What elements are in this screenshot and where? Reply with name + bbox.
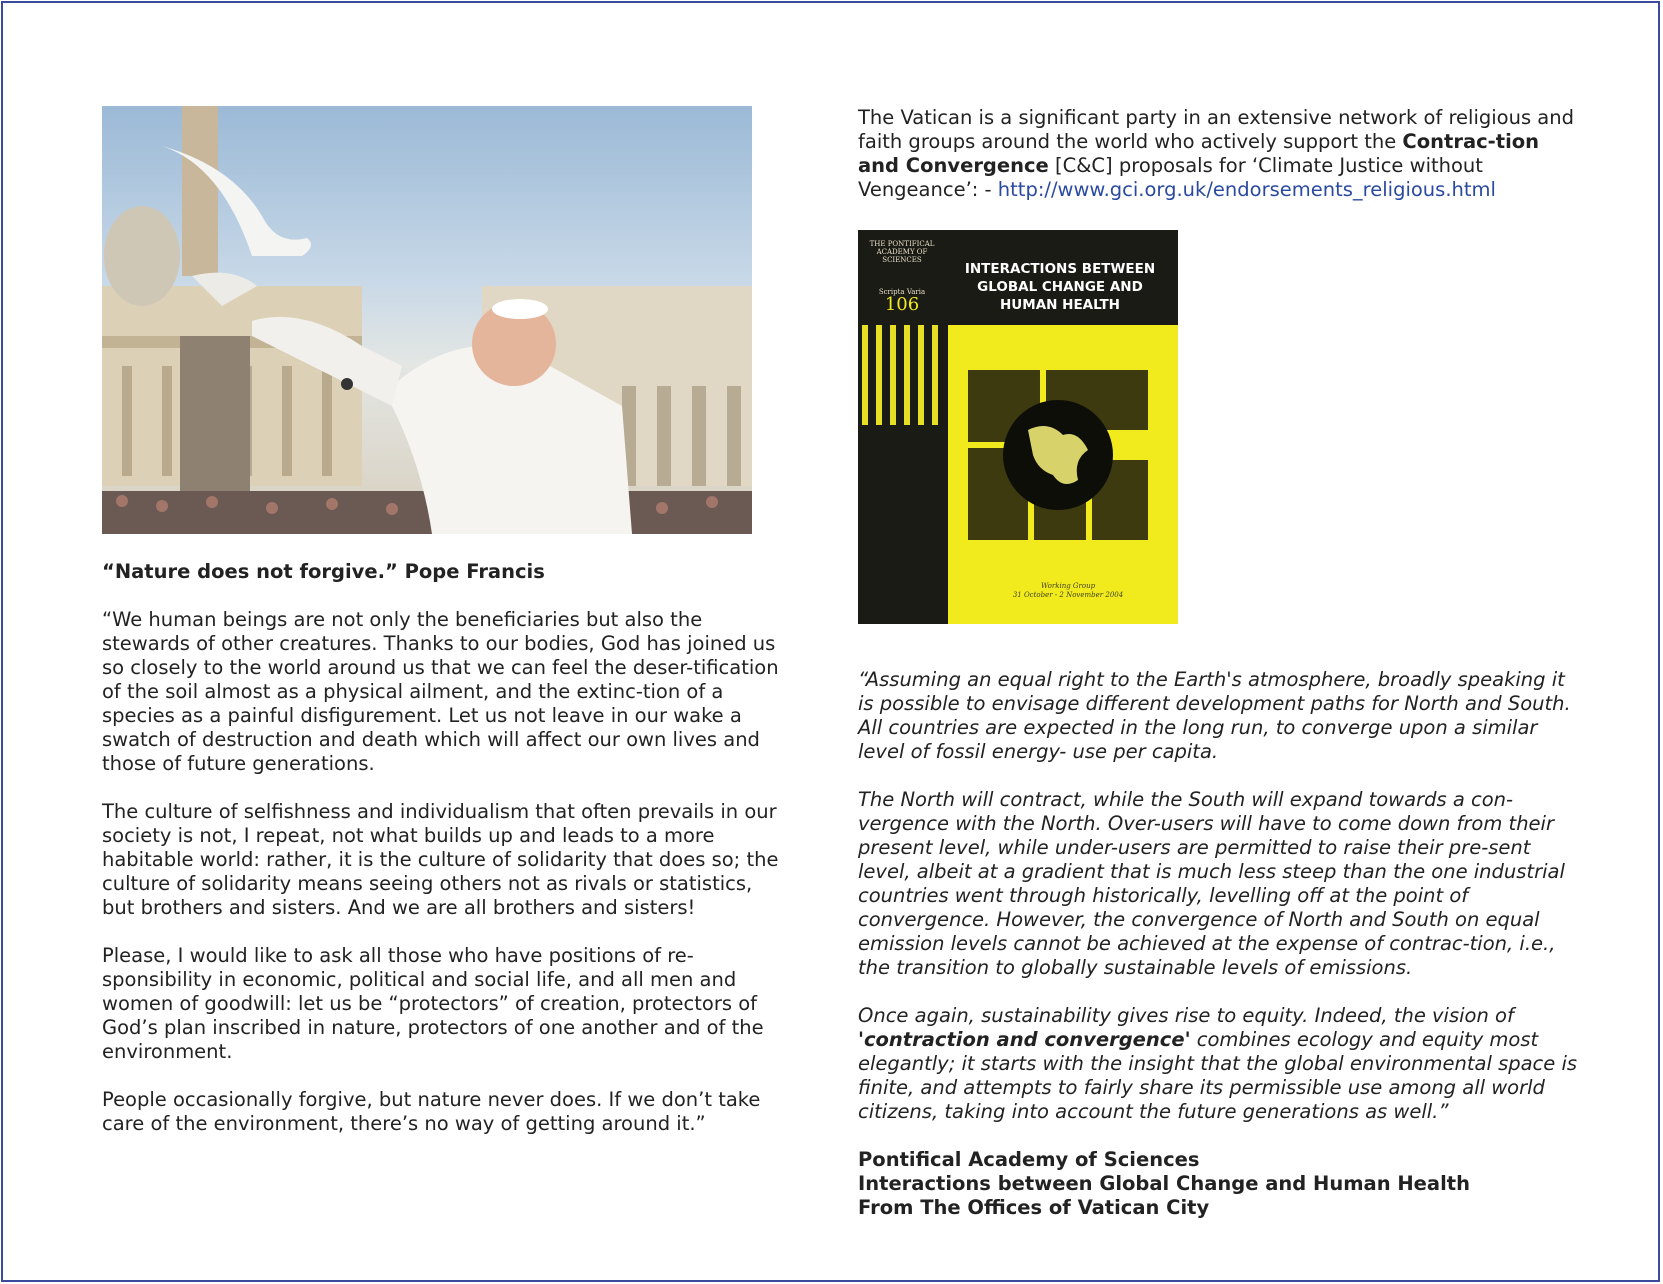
cover-stripes bbox=[862, 325, 946, 425]
body-paragraph-2: The culture of selfishness and individualism that often prevails in our society is not, I repeat, not what builds up and leads to a more habitable world: rather, it is the culture of solidarity that does so; the culture of solidarity means seeing others not as rivals or statistics, but brothers and sisters. And we are all brothers and sisters! bbox=[102, 800, 779, 919]
body-paragraph-4: People occasionally forgive, but nature never does. If we don’t take care of the environment, there’s no way of getting around it.” bbox=[102, 1088, 761, 1135]
left-column bbox=[102, 106, 782, 1160]
cover-publisher: THE PONTIFICAL ACADEMY OF SCIENCES bbox=[869, 240, 935, 264]
right-column bbox=[858, 106, 1578, 1220]
signature-block bbox=[858, 1148, 1578, 1220]
pope-dove-photo bbox=[102, 106, 752, 534]
cover-working-group bbox=[978, 582, 1158, 600]
academy-quote-paragraph-1: “Assuming an equal right to the Earth's atmosphere, broadly speaking it is possible to envisage different development paths for North and South. All countries are expected in the long run, to converge upon a similar level of fossil energy- use per capita. bbox=[858, 668, 1571, 763]
intro-text-after: [C&C] proposals for ‘Climate Justice without Vengeance’: - bbox=[858, 154, 1483, 201]
quote-p3-after: combines ecology and equity most elegantly; it starts with the insight that the global environmental space is finite, and attempts to fairly share its permissible use among all world citizens, taking into account the future generations as well.” bbox=[858, 1028, 1578, 1123]
cover-left-band bbox=[858, 325, 948, 624]
cover-working-group-label: Working Group bbox=[1040, 582, 1096, 590]
intro-bold: Contrac-tion and Convergence bbox=[858, 130, 1540, 177]
signature-line-2: Interactions between Global Change and Human Health bbox=[858, 1172, 1470, 1195]
cover-title: INTERACTIONS BETWEEN GLOBAL CHANGE AND HUMAN HEALTH bbox=[964, 261, 1156, 313]
photo-illustration bbox=[102, 106, 752, 534]
signature-line-1: Pontifical Academy of Sciences bbox=[858, 1148, 1200, 1171]
cover-series: Scripta Varia bbox=[878, 288, 926, 296]
cover-top-band bbox=[858, 230, 1178, 325]
quote-p3-bold: 'contraction and convergence' bbox=[858, 1028, 1191, 1051]
intro-paragraph bbox=[858, 106, 1578, 202]
quote-heading: “Nature does not forgive.” Pope Francis bbox=[102, 560, 545, 583]
endorsements-link[interactable]: http://www.gci.org.uk/endorsements_religious.html bbox=[997, 178, 1496, 201]
book-cover bbox=[858, 230, 1178, 624]
body-paragraph-3: Please, I would like to ask all those who have positions of re-sponsibility in economic, political and social life, and all men and women of goodwill: let us be “protectors” of creation, protectors of God’s plan inscribed in nature, protectors of one another and of the environment. bbox=[102, 944, 764, 1063]
intro-text-before: The Vatican is a significant party in an extensive network of religious and faith groups around the world who actively support the bbox=[858, 106, 1574, 153]
quote-p3-before: Once again, sustainability gives rise to equity. Indeed, the vision of bbox=[858, 1004, 1514, 1027]
globe-icon bbox=[968, 370, 1148, 540]
cover-dates: 31 October - 2 November 2004 bbox=[1012, 591, 1124, 599]
academy-quote-paragraph-2: The North will contract, while the South will expand towards a con-vergence with the North. Over-users will have to come down from their present level, while under-users are permitted to raise their pre-sent level, albeit at a gradient that is much less steep than the one industrial countries went through historically, levelling off at the point of convergence. However, the convergence of North and South on equal emission levels cannot be achieved at the expense of contrac-tion, i.e., the transition to globally sustainable levels of emissions. bbox=[858, 788, 1565, 979]
cover-issue-number: 106 bbox=[884, 294, 920, 315]
signature-line-3: From The Offices of Vatican City bbox=[858, 1196, 1210, 1219]
body-paragraph-1: “We human beings are not only the beneficiaries but also the stewards of other creatures. Thanks to our bodies, God has joined us so closely to the world around us that we can feel the deser-tification of the soil almost as a physical ailment, and the extinc-tion of a species as a painful disfigurement. Let us not leave in our wake a swatch of destruction and death which will affect our own lives and those of future generations. bbox=[102, 608, 779, 775]
academy-quote-paragraph-3 bbox=[858, 1004, 1578, 1124]
